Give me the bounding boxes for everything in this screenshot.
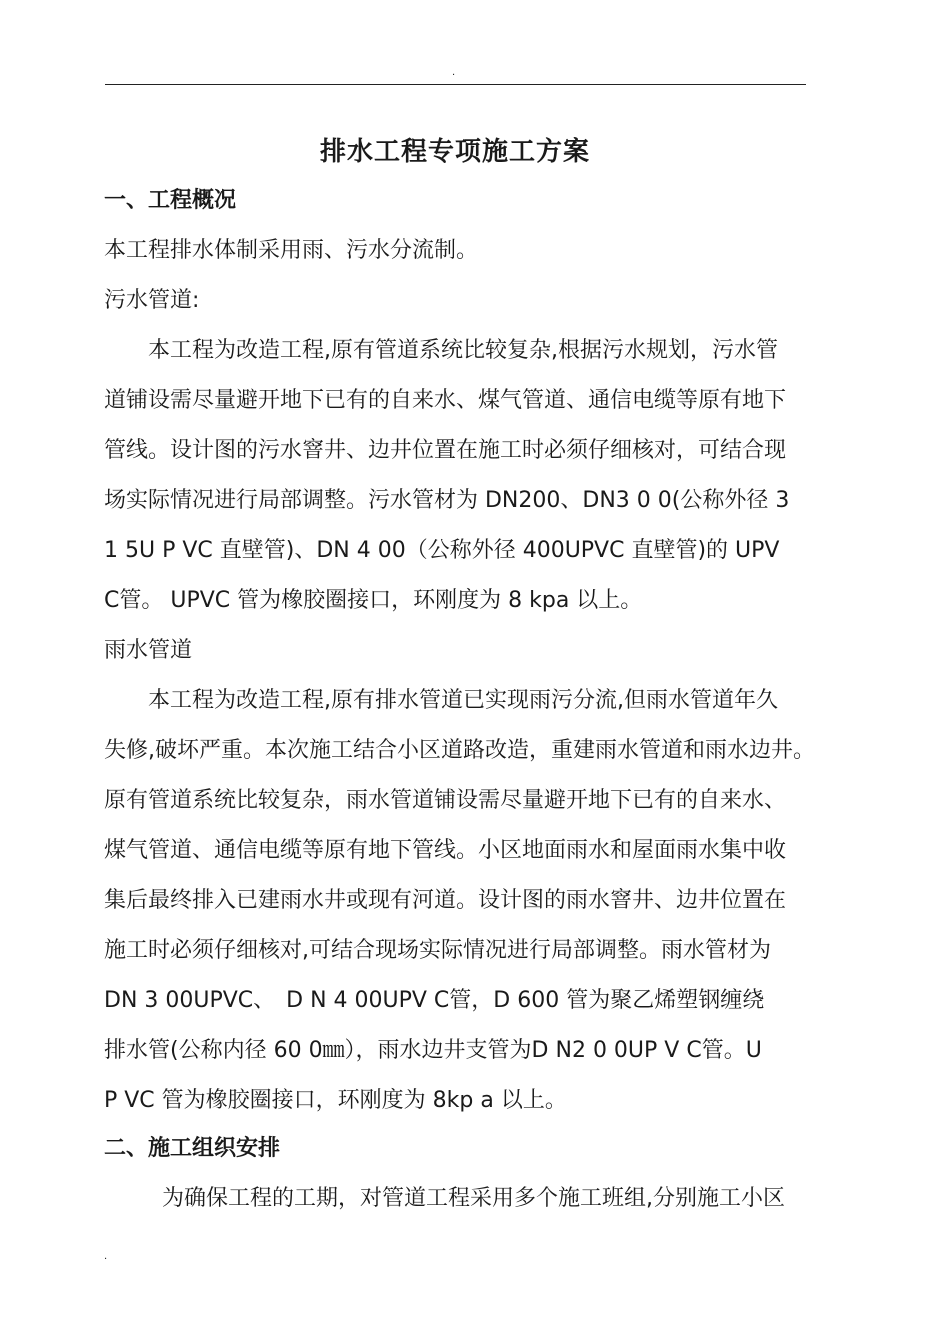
subheading-sewage-pipe: 污水管道: xyxy=(104,288,200,313)
paragraph-line: DN 3 00UPVC、 D N 4 00UPV C管，D 600 管为聚乙烯塑钢缠绕 xyxy=(104,988,765,1013)
section-heading-overview: 一、工程概况 xyxy=(104,188,237,213)
section-heading-organization: 二、施工组织安排 xyxy=(104,1136,281,1161)
document-title: 排水工程专项施工方案 xyxy=(319,137,590,167)
paragraph-line: 道铺设需尽量避开地下已有的自来水、煤气管道、通信电缆等原有地下 xyxy=(104,388,787,413)
paragraph-line: 失修,破坏严重。本次施工结合小区道路改造，重建雨水管道和雨水边井。 xyxy=(104,738,815,763)
paragraph-line: 原有管道系统比较复杂，雨水管道铺设需尽量避开地下已有的自来水、 xyxy=(104,788,787,813)
paragraph-line: 本工程排水体制采用雨、污水分流制。 xyxy=(104,238,479,263)
paragraph-line: 为确保工程的工期，对管道工程采用多个施工班组,分别施工小区 xyxy=(162,1186,785,1211)
paragraph-line: 本工程为改造工程,原有排水管道已实现雨污分流,但雨水管道年久 xyxy=(148,688,778,713)
subheading-rain-pipe: 雨水管道 xyxy=(104,638,193,663)
paragraph-line: 集后最终排入已建雨水井或现有河道。设计图的雨水窨井、边井位置在 xyxy=(104,888,787,913)
paragraph-line: C管。 UPVC 管为橡胶圈接口，环刚度为 8 kpa 以上。 xyxy=(104,588,643,613)
paragraph-line: 煤气管道、通信电缆等原有地下管线。小区地面雨水和屋面雨水集中收 xyxy=(104,838,787,863)
paragraph-line: 本工程为改造工程,原有管道系统比较复杂,根据污水规划，污水管 xyxy=(148,338,778,363)
footer-mark: . xyxy=(104,1251,108,1262)
header-mark: . xyxy=(452,67,456,78)
paragraph-line: 施工时必须仔细核对,可结合现场实际情况进行局部调整。雨水管材为 xyxy=(104,938,771,963)
paragraph-line: 排水管(公称内径 60 0㎜），雨水边井支管为D N2 0 0UP V C管。U xyxy=(104,1038,762,1063)
paragraph-line: 场实际情况进行局部调整。污水管材为 DN200、DN3 0 0(公称外径 3 xyxy=(104,488,790,513)
header-rule xyxy=(105,84,806,85)
paragraph-line: 1 5U P VC 直壁管)、DN 4 00（公称外径 400UPVC 直壁管)的 UPV xyxy=(104,538,780,563)
paragraph-line: P VC 管为橡胶圈接口，环刚度为 8kp a 以上。 xyxy=(104,1088,567,1113)
paragraph-line: 管线。设计图的污水窨井、边井位置在施工时必须仔细核对，可结合现 xyxy=(104,438,787,463)
